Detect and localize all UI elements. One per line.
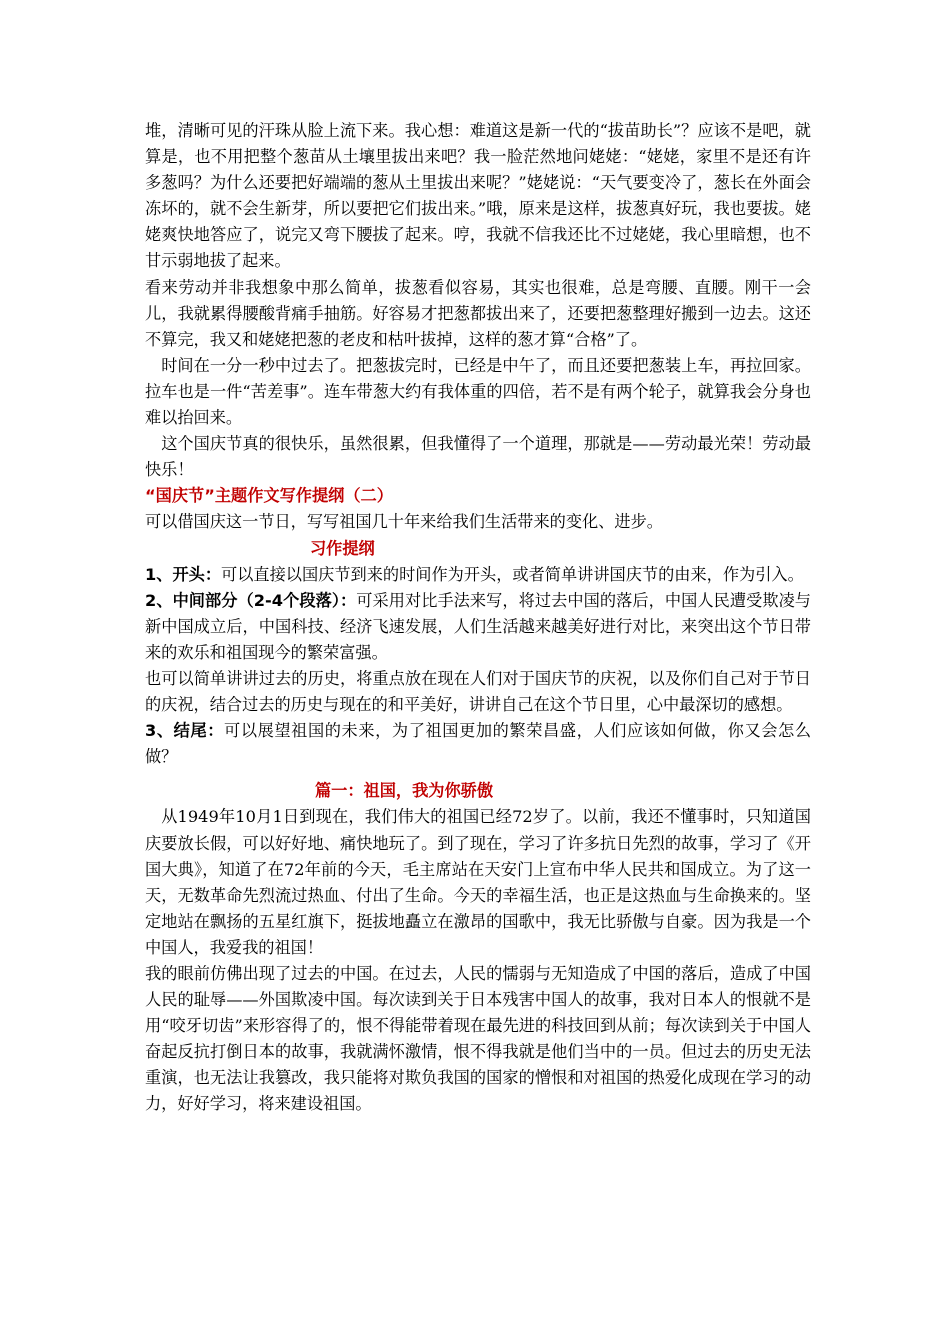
outline-item-2-text: 可采用对比手法来写，将过去中国的落后，中国人民遭受欺凌与新中国成立后，中国科技、经济飞速发展，人们生活越来越美好进行对比，来突出这个节日带来的欢乐和祖国现今的繁荣富强。	[145, 590, 811, 662]
outline-subtitle: 习作提纲	[310, 538, 375, 558]
outline-item-1	[145, 562, 811, 588]
outline-item-3	[145, 718, 811, 770]
essay1-paragraph-3: 时间在一分一秒中过去了。把葱拔完时，已经是中午了，而且还要把葱装上车，再拉回家。拉车也是一件“苦差事”。连车带葱大约有我体重的四倍，若不是有两个轮子，就算我会分身也难以抬回来。	[145, 355, 811, 428]
essay2-title: 篇一：祖国，我为你骄傲	[315, 781, 494, 801]
outline-item-2	[145, 588, 811, 666]
outline-intro: 可以借国庆这一节日，写写祖国几十年来给我们生活带来的变化、进步。	[145, 512, 663, 532]
outline-item-2-extra: 也可以简单讲讲过去的历史，将重点放在现在人们对于国庆节的庆祝，以及你们自己对于节日的庆祝，结合过去的历史与现在的和平美好，讲讲自己在这个节日里，心中最深切的感想。	[145, 668, 811, 715]
essay1-paragraph-2: 看来劳动并非我想象中那么简单，拔葱看似容易，其实也很难，总是弯腰、直腰。刚干一会儿，我就累得腰酸背痛手抽筋。好容易才把葱都拔出来了，还要把葱整理好搬到一边去。这还不算完，我又和姥姥把葱的老皮和枯叶拔掉，这样的葱才算“合格”了。	[145, 277, 811, 349]
essay1-paragraph-4: 这个国庆节真的很快乐，虽然很累，但我懂得了一个道理，那就是——劳动最光荣！劳动最快乐！	[145, 434, 811, 480]
outline-item-1-text: 可以直接以国庆节到来的时间作为开头，或者简单讲讲国庆节的由来，作为引入。	[221, 564, 804, 584]
outline-item-1-label: 1、开头：	[145, 564, 222, 584]
outline-item-3-label: 3、结尾：	[145, 721, 225, 741]
outline-item-3-text: 可以展望祖国的未来，为了祖国更加的繁荣昌盛，人们应该如何做，你又会怎么做？	[145, 721, 812, 767]
essay2-paragraph-1: 从1949年10月1日到现在，我们伟大的祖国已经72岁了。以前，我还不懂事时，只知道国庆要放长假，可以好好地、痛快地玩了。到了现在，学习了许多抗日先烈的故事，学习了《开国大典》，知道了在72年前的今天，毛主席站在天安门上宣布中华人民共和国成立。为了这一天，无数革命先烈流过热血、付出了生命。今天的幸福生活，也正是这热血与生命换来的。坚定地站在飘扬的五星红旗下，挺拔地矗立在激昂的国歌中，我无比骄傲与自豪。因为我是一个中国人，我爱我的祖国！	[145, 807, 811, 957]
document-page	[145, 118, 811, 1118]
outline-item-2-label: 2、中间部分（2-4个段落）：	[145, 590, 357, 610]
essay2-paragraph-2: 我的眼前仿佛出现了过去的中国。在过去，人民的懦弱与无知造成了中国的落后，造成了中国人民的耻辱——外国欺凌中国。每次读到关于日本残害中国人的故事，我对日本人的恨就不是用“咬牙切齿”来形容得了的，恨不得能带着现在最先进的科技回到从前；每次读到关于中国人奋起反抗打倒日本的故事，我就满怀激情，恨不得我就是他们当中的一员。但过去的历史无法重演，也无法让我篡改，我只能将对欺负我国的国家的憎恨和对祖国的热爱化成现在学习的动力，好好学习，将来建设祖国。	[145, 964, 811, 1114]
essay1-paragraph-1: 堆，清晰可见的汗珠从脸上流下来。我心想：难道这是新一代的“拔苗助长”？应该不是吧，就算是，也不用把整个葱苗从土壤里拔出来吧？我一脸茫然地问姥姥：“姥姥，家里不是还有许多葱吗？为什么还要把好端端的葱从土里拔出来呢？”姥姥说：“天气要变冷了，葱长在外面会冻坏的，就不会生新芽，所以要把它们拔出来。”哦，原来是这样，拔葱真好玩，我也要拔。姥姥爽快地答应了，说完又弯下腰拔了起来。哼，我就不信我还比不过姥姥，我心里暗想，也不甘示弱地拔了起来。	[145, 121, 811, 271]
outline-title: “国庆节”主题作文写作提纲（二）	[145, 486, 393, 506]
